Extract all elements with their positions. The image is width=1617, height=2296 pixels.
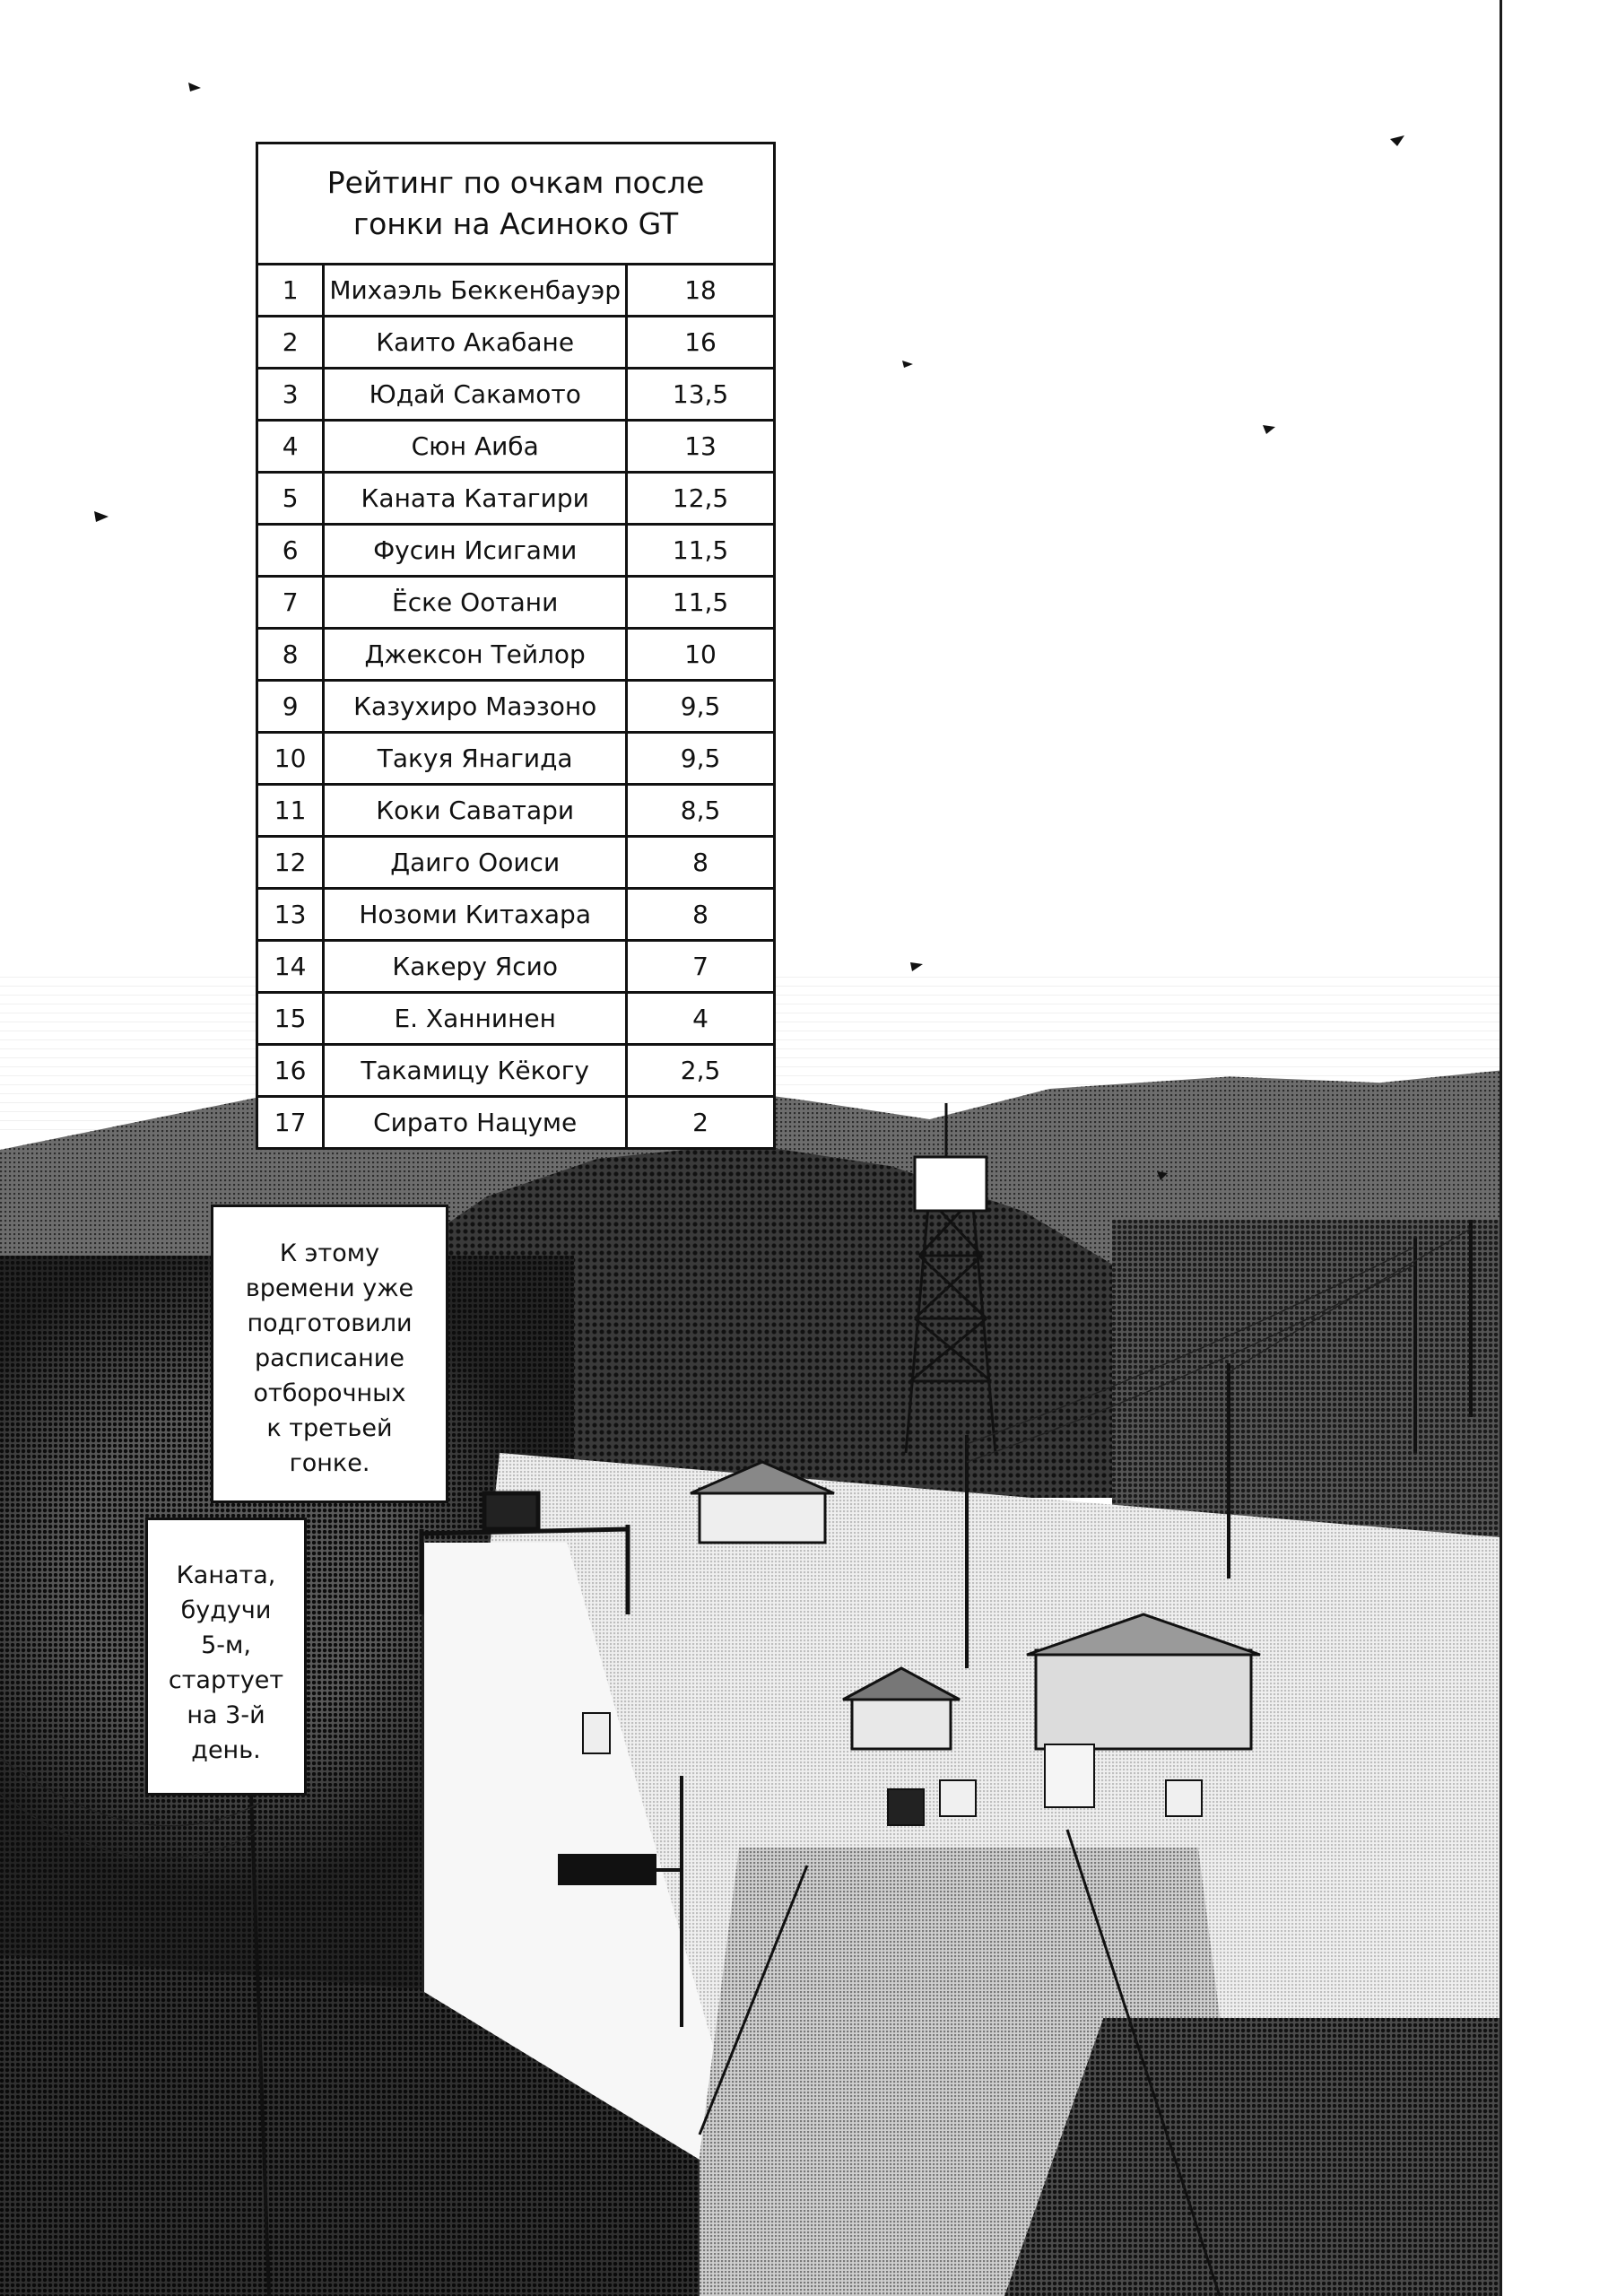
table-row <box>257 473 775 525</box>
page-gutter <box>1502 0 1617 2296</box>
driver-name-cell: Сирато Нацуме <box>324 1097 627 1149</box>
table-row <box>257 681 775 733</box>
points-cell: 2,5 <box>627 1045 775 1097</box>
table-row <box>257 941 775 993</box>
points-cell: 11,5 <box>627 525 775 577</box>
points-cell: 12,5 <box>627 473 775 525</box>
position-cell: 8 <box>257 629 324 681</box>
table-row <box>257 577 775 629</box>
caption-kanata-start <box>145 1518 307 1796</box>
position-cell: 9 <box>257 681 324 733</box>
driver-name-cell: Каната Катагири <box>324 473 627 525</box>
table-row <box>257 369 775 421</box>
table-row <box>257 733 775 785</box>
position-cell: 16 <box>257 1045 324 1097</box>
driver-name-cell: Нозоми Китахара <box>324 889 627 941</box>
table-title-line-1: Рейтинг по очкам после <box>326 165 705 200</box>
caption-line: времени уже <box>245 1274 414 1302</box>
points-cell: 8,5 <box>627 785 775 837</box>
caption-line: к третьей <box>266 1414 393 1442</box>
table-row <box>257 1045 775 1097</box>
points-cell: 2 <box>627 1097 775 1149</box>
caption-line: подготовили <box>247 1309 413 1337</box>
driver-name-cell: Джексон Тейлор <box>324 629 627 681</box>
road-gantry <box>422 1493 628 1614</box>
panel-border <box>1500 0 1502 2296</box>
position-cell: 7 <box>257 577 324 629</box>
road-markings <box>700 1830 1220 2296</box>
position-cell: 5 <box>257 473 324 525</box>
table-row <box>257 629 775 681</box>
position-cell: 13 <box>257 889 324 941</box>
points-cell: 8 <box>627 889 775 941</box>
driver-name-cell: Такамицу Кёкогу <box>324 1045 627 1097</box>
lattice-tower <box>906 1103 995 1453</box>
position-cell: 4 <box>257 421 324 473</box>
points-cell: 4 <box>627 993 775 1045</box>
position-cell: 10 <box>257 733 324 785</box>
position-cell: 3 <box>257 369 324 421</box>
position-cell: 17 <box>257 1097 324 1149</box>
driver-name-cell: Даиго Ооиси <box>324 837 627 889</box>
points-cell: 18 <box>627 265 775 317</box>
table-title <box>257 144 775 265</box>
caption-schedule <box>211 1205 448 1503</box>
position-cell: 11 <box>257 785 324 837</box>
points-ranking-table <box>256 142 776 1150</box>
caption-line: гонке. <box>289 1449 370 1477</box>
points-cell: 10 <box>627 629 775 681</box>
table-row <box>257 785 775 837</box>
road-sign <box>558 1854 682 1885</box>
buildings <box>691 1462 1260 1749</box>
position-cell: 12 <box>257 837 324 889</box>
position-cell: 1 <box>257 265 324 317</box>
position-cell: 15 <box>257 993 324 1045</box>
points-cell: 9,5 <box>627 733 775 785</box>
position-cell: 14 <box>257 941 324 993</box>
caption-line: на 3-й <box>187 1701 265 1729</box>
driver-name-cell: Фусин Исигами <box>324 525 627 577</box>
table-row <box>257 837 775 889</box>
driver-name-cell: Какеру Ясио <box>324 941 627 993</box>
table-row <box>257 265 775 317</box>
caption-line: отборочных <box>253 1379 406 1407</box>
points-cell: 13 <box>627 421 775 473</box>
driver-name-cell: Такуя Янагида <box>324 733 627 785</box>
position-cell: 2 <box>257 317 324 369</box>
table-row <box>257 317 775 369</box>
table-row <box>257 993 775 1045</box>
caption-line: будучи <box>180 1596 272 1624</box>
caption-line: стартует <box>168 1666 284 1694</box>
position-cell: 6 <box>257 525 324 577</box>
table-row <box>257 421 775 473</box>
points-cell: 11,5 <box>627 577 775 629</box>
driver-name-cell: Коки Саватари <box>324 785 627 837</box>
table-title-line-2: гонки на Асиноко GT <box>352 206 679 241</box>
table-row <box>257 1097 775 1149</box>
driver-name-cell: Ёске Оотани <box>324 577 627 629</box>
table-header-row <box>257 144 775 265</box>
table-row <box>257 889 775 941</box>
table-body <box>257 265 775 1149</box>
caption-line: день. <box>191 1736 261 1764</box>
caption-line: Каната, <box>176 1561 276 1589</box>
driver-name-cell: Юдай Сакамото <box>324 369 627 421</box>
table-row <box>257 525 775 577</box>
driver-name-cell: Казухиро Маэзоно <box>324 681 627 733</box>
caption-line: расписание <box>255 1344 404 1372</box>
driver-name-cell: Сюн Аиба <box>324 421 627 473</box>
points-cell: 7 <box>627 941 775 993</box>
driver-name-cell: Михаэль Беккенбауэр <box>324 265 627 317</box>
points-cell: 16 <box>627 317 775 369</box>
driver-name-cell: Каито Акабане <box>324 317 627 369</box>
driver-name-cell: Е. Ханнинен <box>324 993 627 1045</box>
points-cell: 13,5 <box>627 369 775 421</box>
caption-line: К этому <box>279 1239 380 1267</box>
caption-line: 5-м, <box>201 1631 251 1659</box>
points-cell: 8 <box>627 837 775 889</box>
points-cell: 9,5 <box>627 681 775 733</box>
